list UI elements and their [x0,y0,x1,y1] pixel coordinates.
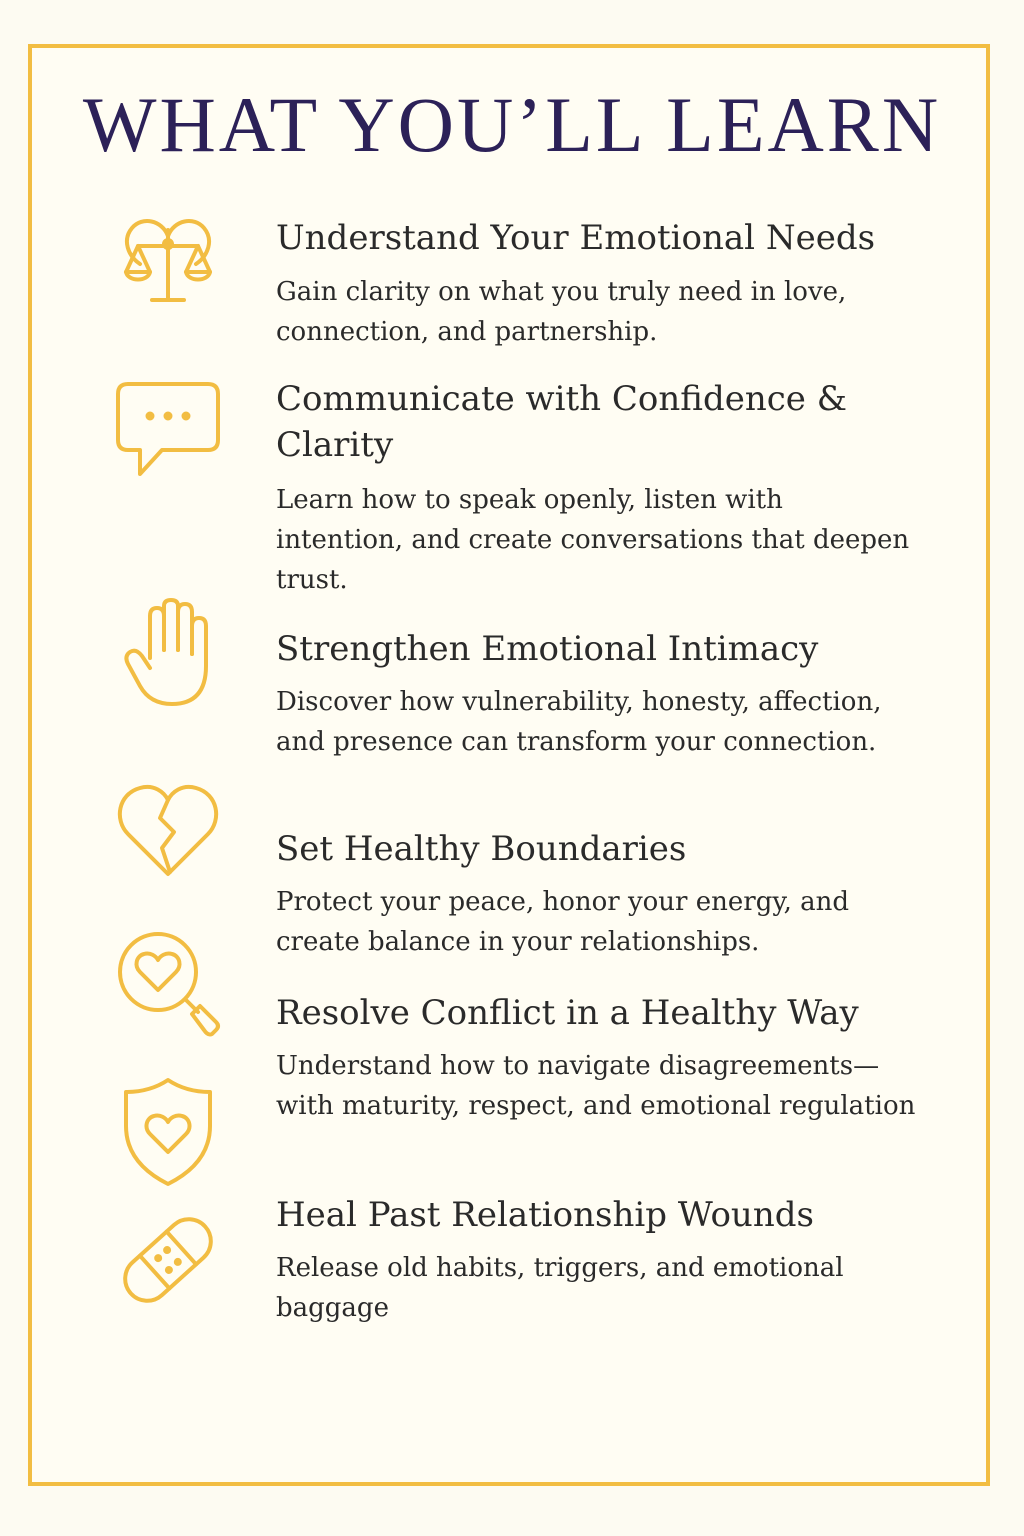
bandage-icon [112,1200,224,1312]
item-heading: Resolve Conflict in a Healthy Way [276,993,859,1033]
item-description: Learn how to speak openly, listen with intention, and create conversations that deepen trust. [276,485,910,595]
page-title: WHAT YOU’LL LEARN [82,81,942,168]
chat-bubble-icon [112,366,224,478]
item-description: Discover how vulnerability, honesty, affection, and presence can transform your connection. [276,687,882,757]
broken-heart-icon [112,776,224,888]
item-heading: Heal Past Relationship Wounds [276,1195,814,1235]
item-heading: Understand Your Emotional Needs [276,218,876,258]
hand-icon [112,598,224,710]
heart-scales-icon [112,206,224,318]
item-description: Release old habits, triggers, and emotional baggage [276,1253,844,1323]
item-heading: Communicate with Confidence & Clarity [276,379,847,465]
item-description: Understand how to navigate disagreements—with maturity, respect, and emotional regulation [276,1051,916,1121]
item-description: Gain clarity on what you truly need in love, connection, and partnership. [276,277,847,347]
heart-shield-icon [112,1076,224,1188]
heart-magnifier-icon [112,926,224,1038]
item-description: Protect your peace, honor your energy, and create balance in your relationships. [276,887,849,957]
item-heading: Set Healthy Boundaries [276,829,687,869]
item-heading: Strengthen Emotional Intimacy [276,629,819,669]
